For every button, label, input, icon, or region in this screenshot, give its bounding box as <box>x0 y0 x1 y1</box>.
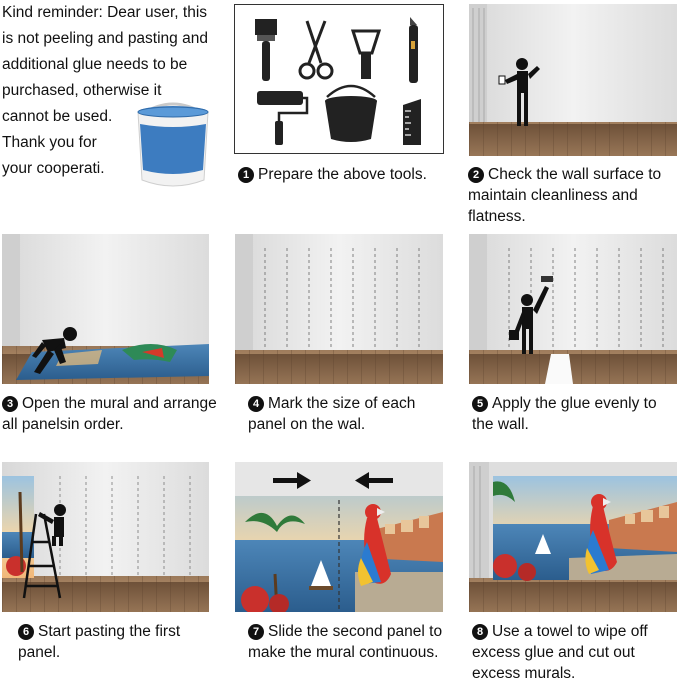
step-number-badge: 7 <box>248 624 264 640</box>
step-text: Mark the size of each panel on the wal. <box>248 395 416 433</box>
step-number-badge: 6 <box>18 624 34 640</box>
reminder-line: cannot be used. <box>2 108 113 125</box>
step-text: Check the wall surface to maintain cleanliness and flatness. <box>468 166 662 225</box>
step-5-image <box>469 234 677 384</box>
reminder-line: purchased, otherwise it <box>2 82 162 99</box>
step-3-image <box>2 234 209 384</box>
step-number-badge: 1 <box>238 167 254 183</box>
step-text: Prepare the above tools. <box>258 166 427 183</box>
step-8-image <box>469 462 677 612</box>
glue-bucket-icon <box>132 100 214 190</box>
bucket-icon <box>325 86 377 142</box>
scraper-icon <box>353 31 379 79</box>
paint-brush-icon <box>255 19 277 81</box>
step-2-image <box>469 4 677 156</box>
ruler-icon <box>403 99 421 145</box>
reminder-line: Thank you for <box>2 134 97 151</box>
reminder-line: Kind reminder: Dear user, this <box>2 4 208 21</box>
reminder-line: additional glue needs to be <box>2 56 188 73</box>
step-number-badge: 8 <box>472 624 488 640</box>
utility-knife-icon <box>409 17 418 83</box>
step-number-badge: 3 <box>2 396 18 412</box>
step-5-caption <box>472 393 678 435</box>
reminder-line: is not peeling and pasting and <box>2 30 208 47</box>
scissors-icon <box>300 21 332 78</box>
step-1-caption <box>238 164 463 185</box>
step-3-caption <box>2 393 224 435</box>
step-6-image <box>2 462 209 612</box>
step-7-caption <box>248 621 463 663</box>
step-7-image <box>235 462 443 612</box>
step-number-badge: 4 <box>248 396 264 412</box>
step-text: Open the mural and arrange all panelsin order. <box>2 395 217 433</box>
step-2-caption <box>468 164 678 227</box>
step-4-caption <box>248 393 448 435</box>
step-text: Apply the glue evenly to the wall. <box>472 395 657 433</box>
tools-panel <box>234 4 444 154</box>
step-6-caption <box>18 621 224 663</box>
step-number-badge: 5 <box>472 396 488 412</box>
reminder-line: your cooperati. <box>2 160 105 177</box>
step-text: Use a towel to wipe off excess glue and cut out excess murals. <box>472 623 648 682</box>
paint-roller-icon <box>257 91 307 145</box>
step-text: Start pasting the first panel. <box>18 623 181 661</box>
step-text: Slide the second panel to make the mural continuous. <box>248 623 443 661</box>
step-number-badge: 2 <box>468 167 484 183</box>
step-4-image <box>235 234 443 384</box>
step-8-caption <box>472 621 678 684</box>
